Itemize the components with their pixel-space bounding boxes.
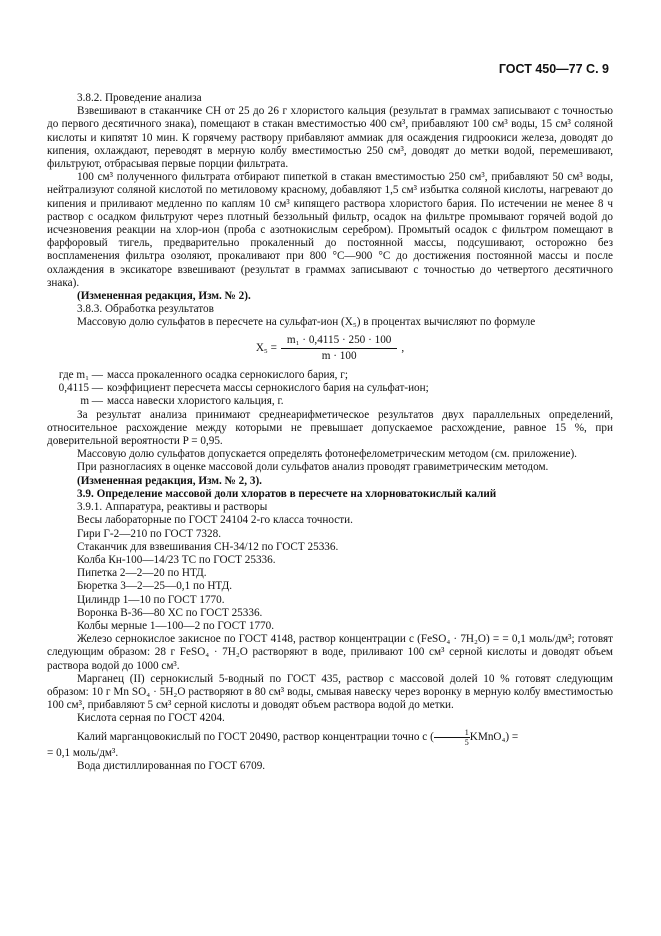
equipment-item: Цилиндр 1—10 по ГОСТ 1770. — [77, 593, 225, 606]
amendment-note-1: (Измененная редакция, Изм. № 2). — [77, 290, 251, 303]
paragraph-permanganate — [47, 728, 613, 747]
legend-row-m1 — [47, 369, 613, 382]
equipment-item: Стаканчик для взвешивания СН-34/12 по ГОСТ 25336. — [77, 540, 339, 553]
legend-row-m — [47, 395, 613, 408]
paragraph-iron-sulfate: Железо сернокислое закисное по ГОСТ 4148, раствор концентрации c (FeSO₄ · 7H₂O) = = 0,1 моль/дм³; готовят следующим образом: 28 г FeSO₄ · 7H₂O растворяют в воде, приливают 100 см³ серной кислоты и доводят объем раствора водой до 1000 см³. — [47, 633, 613, 672]
paragraph-result: За результат анализа принимают среднеарифметическое результатов двух параллельных определений, относительное расхождение между которыми не превышает допускаемое расхождение, равное 15 %, при доверительной вероятности P = 0,95. — [47, 408, 613, 448]
paragraph-photonephelometric: Массовую долю сульфатов допускается определять фотонефелометрическим методом (см. приложение). — [77, 448, 577, 461]
permanganate-fraction — [434, 728, 470, 747]
paragraph-formula-intro: Массовую долю сульфатов в пересчете на сульфат-ион (X₅) в процентах вычисляют по формуле — [77, 316, 536, 329]
section-3-9-1-title: 3.9.1. Аппаратура, реактивы и растворы — [77, 501, 268, 514]
equipment-item: Колба Кн-100—14/23 ТС по ГОСТ 25336. — [77, 553, 276, 566]
legend-row-coefficient — [47, 382, 613, 395]
document-body — [47, 92, 613, 773]
legend-text: коэффициент пересчета массы сернокислого бария на сульфат-ион; — [107, 382, 429, 395]
sulfate-formula — [47, 334, 613, 363]
section-3-9-title: 3.9. Определение массовой доли хлоратов в пересчете на хлорноватокислый калий — [77, 487, 497, 500]
equipment-item: Пипетка 2—2—20 по НТД. — [77, 567, 207, 580]
permanganate-text-b: KMnO₄) = — [469, 730, 519, 743]
equipment-item: Весы лабораторные по ГОСТ 24104 2-го класса точности. — [77, 514, 353, 527]
legend-text: масса прокаленного осадка сернокислого бария, г; — [107, 369, 348, 382]
paragraph-disagreements: При разногласиях в оценке массовой доли сульфатов анализ проводят гравиметрическим методом. — [77, 461, 549, 474]
formula-denominator: m · 100 — [321, 349, 357, 362]
formula-fraction — [281, 334, 397, 363]
legend-symbol: m — — [80, 395, 103, 408]
fraction-numerator: 1 — [434, 728, 470, 738]
formula-numerator: m₁ · 0,4115 · 250 · 100 — [281, 334, 397, 349]
formula-end: , — [401, 341, 405, 354]
legend-symbol: где m₁ — — [58, 369, 103, 382]
section-3-8-3-title: 3.8.3. Обработка результатов — [77, 303, 214, 316]
paragraph-analysis-procedure: Взвешивают в стаканчике СН от 25 до 26 г хлористого кальция (результат в граммах записывают с точностью до первого десятичного знака), помещают в стакан вместимостью 400 см³, прибавляют 100 см³ воды, 15 см³ соляной кислоты и кипятят 10 мин. К горячему раствору прибавляют аммиак для осаждения гидроокиси железа, доводят до кипения, охлаждают, переводят в мерную колбу вместимостью 250 см³, доводят до метки водой, перемешивают, фильтруют, отбрасывая первые порции фильтрата. — [47, 105, 613, 171]
section-3-8-2-title: 3.8.2. Проведение анализа — [77, 92, 202, 104]
formula-lhs: X₅ = — [255, 341, 277, 354]
fraction-denominator: 5 — [464, 737, 469, 747]
equipment-item: Воронка В-36—80 ХС по ГОСТ 25336. — [77, 606, 263, 619]
legend-text: масса навески хлористого кальция, г. — [107, 395, 284, 408]
legend-symbol: 0,4115 — — [58, 382, 103, 395]
paragraph-filtrate: 100 см³ полученного фильтрата отбирают пипеткой в стакан вместимостью 250 см³, прибавляют 50 см³ воды, нейтрализуют соляной кислотой по метиловому красному, добавляют 1,5 см³ избытка соляной кислоты, нагревают до кипения и приливают медленно по каплям 10 см³ кипящего раствора хлористого бария. По истечении не менее 8 ч раствор с осадком фильтруют через плотный беззольный фильтр, осадок на фильтре промывают горячей водой до исчезновения реакции на хлор-ион (проба с азотнокислым серебром). Промытый осадок с фильтром помещают в фарфоровый тигель, предварительно прокаленный до постоянной массы, подсушивают, осторожно без воспламенения фильтра озоляют, прокаливают при 800 °С—900 °С до достижения постоянной массы и после охлаждения в эксикаторе взвешивают (результат в граммах записывают с точностью до четвертого десятичного знака). — [47, 171, 613, 289]
paragraph-manganese-sulfate: Марганец (II) сернокислый 5-водный по ГОСТ 435, раствор с массовой долей 10 % готовят следующим образом: 10 г Mn SO₄ · 5H₂O растворяют в 80 см³ воды, смывая навеску через воронку в мерную колбу вместимостью 100 см³, прибавляют 5 см³ серной кислоты и доводят объем раствора водой до метки. — [47, 672, 613, 712]
paragraph-distilled-water: Вода дистиллированная по ГОСТ 6709. — [77, 759, 266, 772]
paragraph-sulfuric-acid: Кислота серная по ГОСТ 4204. — [77, 712, 225, 725]
equipment-item: Гири Г-2—210 по ГОСТ 7328. — [77, 527, 222, 540]
equipment-item: Бюретка 3—2—25—0,1 по НТД. — [77, 580, 232, 593]
permanganate-text-a: Калий марганцовокислый по ГОСТ 20490, раствор концентрации точно c ( — [77, 730, 434, 743]
equipment-item: Колбы мерные 1—100—2 по ГОСТ 1770. — [77, 619, 275, 632]
permanganate-concentration: = 0,1 моль/дм³. — [47, 746, 119, 759]
page-header: ГОСТ 450—77 С. 9 — [498, 62, 609, 76]
amendment-note-2: (Измененная редакция, Изм. № 2, 3). — [77, 474, 262, 487]
